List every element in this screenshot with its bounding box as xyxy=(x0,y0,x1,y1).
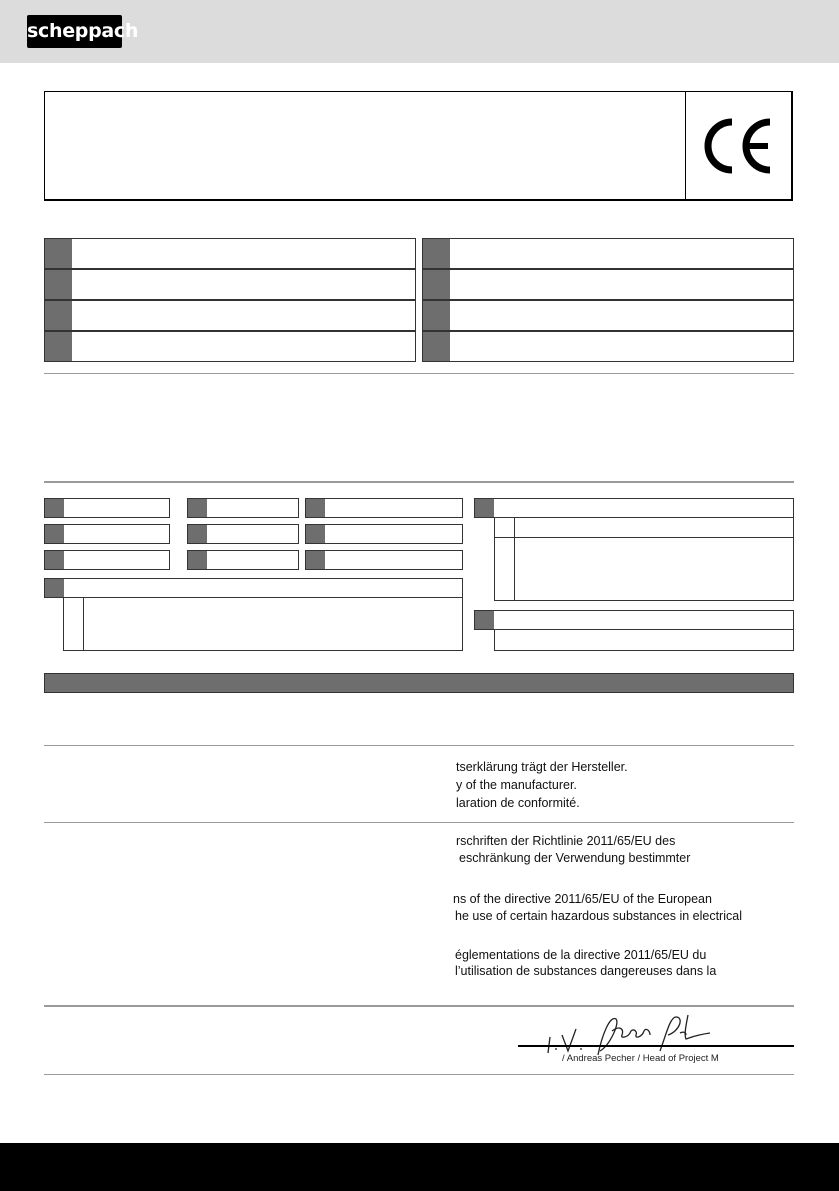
product-block-indent xyxy=(83,598,84,650)
field-code-box xyxy=(188,551,207,569)
language-code-box xyxy=(45,239,72,268)
responsibility-text-de: tserklärung trägt der Hersteller. xyxy=(456,760,628,774)
language-row xyxy=(44,300,416,331)
language-row xyxy=(422,331,794,362)
field-code-box xyxy=(45,579,64,597)
product-field xyxy=(44,550,170,570)
language-row xyxy=(44,269,416,300)
language-row xyxy=(422,300,794,331)
language-code-box xyxy=(423,239,450,268)
field-code-box xyxy=(306,551,325,569)
section-divider xyxy=(44,481,794,483)
field-code-box xyxy=(45,499,64,517)
product-field xyxy=(44,498,170,518)
ce-box-divider xyxy=(685,91,686,201)
language-code-box xyxy=(45,270,72,299)
section-divider xyxy=(44,822,794,823)
field-code-box xyxy=(475,499,494,517)
directive-row-indent xyxy=(514,538,515,600)
standards-block-header xyxy=(474,610,794,630)
language-code-box xyxy=(45,301,72,330)
signature-caption: / Andreas Pecher / Head of Project M xyxy=(562,1053,719,1064)
language-code-box xyxy=(423,301,450,330)
rohs-text-en-1: ns of the directive 2011/65/EU of the European xyxy=(453,892,712,906)
product-field xyxy=(305,498,463,518)
rohs-text-en-2: he use of certain hazardous substances in electrical xyxy=(455,909,742,923)
ce-mark-icon xyxy=(702,116,776,176)
rohs-text-de-1: rschriften der Richtlinie 2011/65/EU des xyxy=(456,834,676,848)
product-block-body xyxy=(63,597,463,651)
rohs-text-fr-1: églementations de la directive 2011/65/EU du xyxy=(455,948,707,962)
footer-band xyxy=(0,1143,839,1191)
field-code-box xyxy=(45,525,64,543)
field-code-box xyxy=(306,499,325,517)
signature-line xyxy=(518,1045,794,1047)
rohs-text-fr-2: l’utilisation de substances dangereuses dans la xyxy=(455,964,717,978)
field-code-box xyxy=(188,525,207,543)
product-field xyxy=(305,550,463,570)
section-divider xyxy=(44,1074,794,1075)
product-field xyxy=(305,524,463,544)
language-row xyxy=(44,331,416,362)
section-divider xyxy=(44,745,794,746)
language-code-box xyxy=(45,332,72,361)
directive-row xyxy=(494,517,794,538)
responsibility-text-en: y of the manufacturer. xyxy=(456,778,577,792)
field-code-box xyxy=(45,551,64,569)
scheppach-logo: scheppach xyxy=(27,15,122,48)
language-code-box xyxy=(423,270,450,299)
language-row xyxy=(44,238,416,269)
directive-block-header xyxy=(474,498,794,518)
product-field xyxy=(187,498,299,518)
section-divider xyxy=(44,373,794,374)
language-row xyxy=(422,238,794,269)
grey-section-bar xyxy=(44,673,794,693)
field-code-box xyxy=(475,611,494,629)
standards-row xyxy=(494,629,794,651)
directive-row xyxy=(494,537,794,601)
product-field xyxy=(187,550,299,570)
field-code-box xyxy=(188,499,207,517)
product-field xyxy=(44,524,170,544)
language-code-box xyxy=(423,332,450,361)
field-code-box xyxy=(306,525,325,543)
product-field xyxy=(187,524,299,544)
language-row xyxy=(422,269,794,300)
product-block-header xyxy=(44,578,463,598)
rohs-text-de-2: eschränkung der Verwendung bestimmter xyxy=(459,851,691,865)
responsibility-text-fr: laration de conformité. xyxy=(456,796,580,810)
directive-row-indent xyxy=(514,518,515,537)
declaration-title-box xyxy=(44,91,793,201)
